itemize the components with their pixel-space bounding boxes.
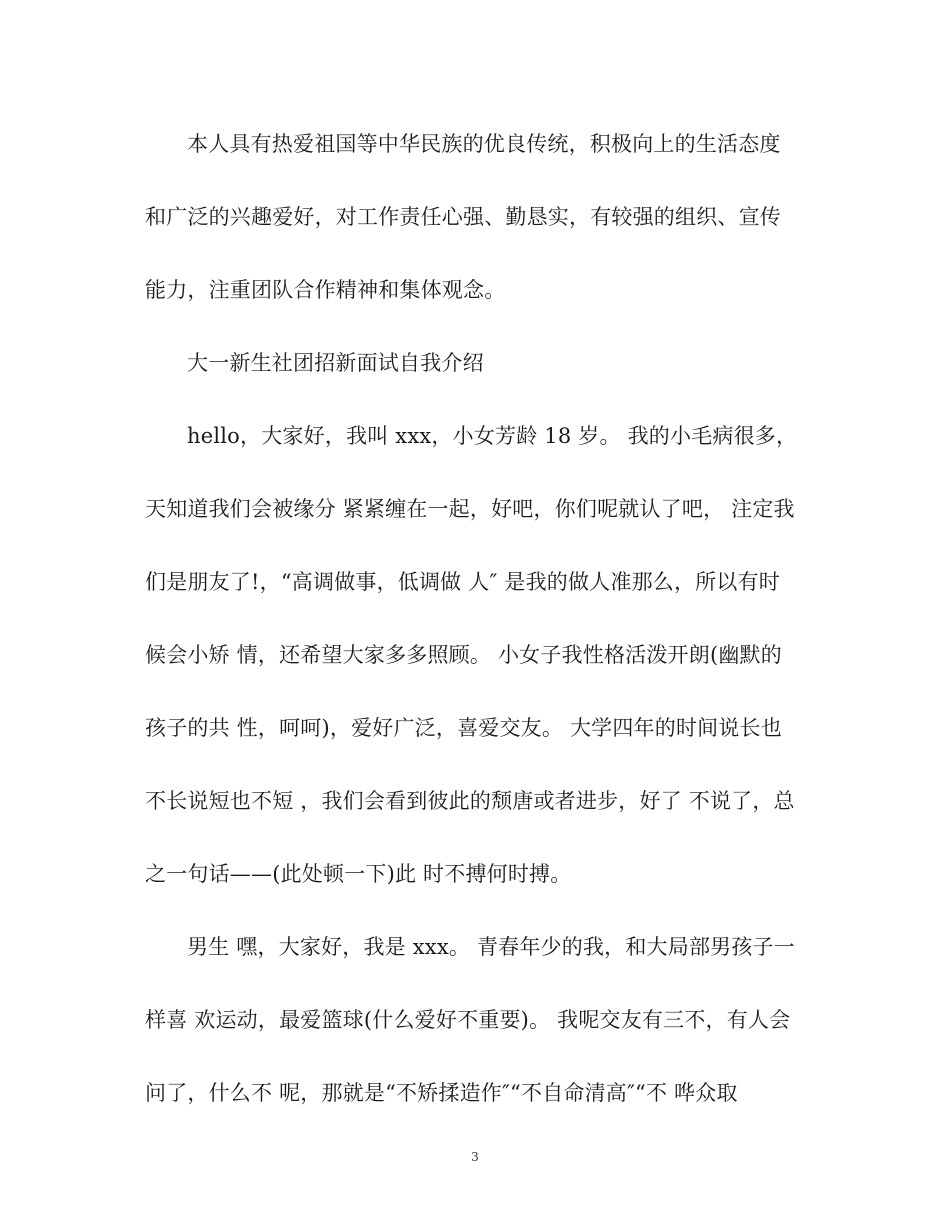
paragraph-1-line-2: 和广泛的兴趣爱好，对工作责任心强、勤恳实，有较强的组织、宣传	[145, 205, 781, 229]
paragraph-3-line-2: 天知道我们会被缘分 紧紧缠在一起，好吧，你们呢就认了吧， 注定我	[145, 497, 795, 521]
page-number: 3	[471, 1150, 479, 1164]
paragraph-3-line-4: 候会小矫 情，还希望大家多多照顾。 小女子我性格活泼开朗(幽默的	[145, 643, 782, 667]
paragraph-3-line-1: hello，大家好，我叫 xxx，小女芳龄 18 岁。 我的小毛病很多，	[187, 424, 798, 448]
section-heading: 大一新生社团招新面试自我介绍	[187, 351, 484, 375]
paragraph-4-line-1: 男生 嘿，大家好，我是 xxx。 青春年少的我，和大局部男孩子一	[187, 935, 795, 959]
paragraph-1-line-1: 本人具有热爱祖国等中华民族的优良传统，积极向上的生活态度	[187, 132, 781, 156]
paragraph-3-line-3: 们是朋友了!，“高调做事，低调做 人″ 是我的做人准那么，所以有时	[145, 570, 780, 594]
paragraph-3-line-6: 不长说短也不短 ，我们会看到彼此的颓唐或者进步，好了 不说了，总	[145, 789, 795, 813]
paragraph-3-line-7: 之一句话——(此处顿一下)此 时不搏何时搏。	[145, 862, 572, 886]
paragraph-4-line-2: 样喜 欢运动，最爱篮球(什么爱好不重要)。 我呢交友有三不，有人会	[145, 1008, 791, 1032]
paragraph-4-line-3: 问了，什么不 呢，那就是“不矫揉造作″“不自命清高″“不 哗众取	[145, 1081, 738, 1105]
paragraph-1-line-3: 能力，注重团队合作精神和集体观念。	[145, 278, 506, 302]
paragraph-3-line-5: 孩子的共 性，呵呵)，爱好广泛，喜爱交友。 大学四年的时间说长也	[145, 716, 782, 740]
